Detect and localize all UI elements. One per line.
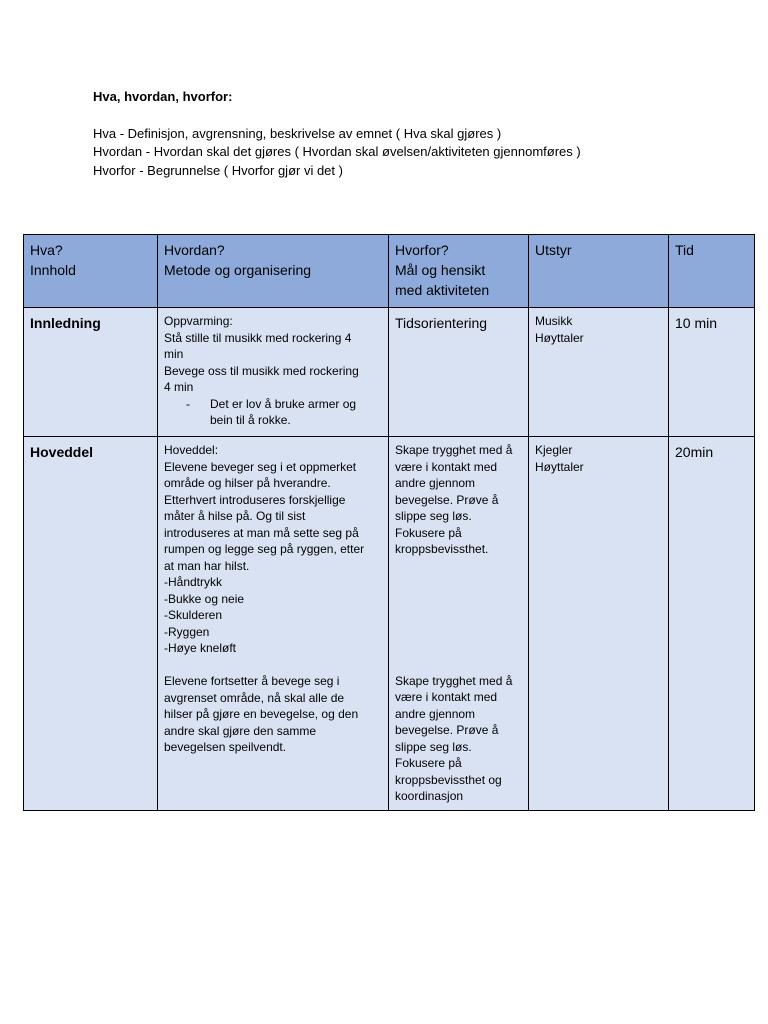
method-line: at man har hilst. <box>164 558 250 573</box>
header-tid-line: Tid <box>675 242 694 258</box>
header-hvordan <box>158 235 389 308</box>
purpose-line: bevegelse. Prøve å <box>395 723 499 737</box>
intro-line-hvorfor: Hvorfor - Begrunnelse ( Hvorfor gjør vi det ) <box>93 162 343 178</box>
purpose-line: andre gjennom <box>395 476 476 490</box>
header-tid <box>669 235 755 308</box>
purpose-line: Skape trygghet med å <box>395 673 513 688</box>
purpose-line: Skape trygghet med å <box>395 443 513 457</box>
purpose-line: være i kontakt med <box>395 459 498 474</box>
equipment-item: Kjegler <box>535 443 573 457</box>
lesson-plan-table <box>23 234 755 811</box>
bullet-dash: - <box>186 396 190 411</box>
header-hvordan-line: Metode og organisering <box>164 262 312 278</box>
header-hva-line: Innhold <box>30 262 76 278</box>
method-line: hilser på gjøre en bevegelse, og den <box>164 707 359 721</box>
equipment-item: Høyttaler <box>535 330 584 345</box>
purpose-line: slippe seg løs. <box>395 739 472 754</box>
bullet-line: Det er lov å bruke armer og <box>210 396 357 411</box>
table-row <box>24 308 755 437</box>
method-line: Stå stille til musikk med rockering 4 <box>164 330 352 345</box>
header-hva <box>24 235 158 308</box>
purpose-line: være i kontakt med <box>395 690 498 704</box>
method-line: min <box>164 347 184 361</box>
intro-line-hvordan: Hvordan - Hvordan skal det gjøres ( Hvordan skal øvelsen/aktiviteten gjennomføres ) <box>93 144 581 159</box>
purpose-cell <box>389 437 529 811</box>
row-title-innledning: Innledning <box>24 308 158 437</box>
method-line: -Bukke og neie <box>164 591 245 606</box>
method-line: rumpen og legge seg på ryggen, etter <box>164 542 365 556</box>
time-cell: 10 min <box>669 308 755 437</box>
method-line: andre skal gjøre den samme <box>164 723 317 738</box>
method-line: -Håndtrykk <box>164 575 223 589</box>
method-line: Elevene fortsetter å bevege seg i <box>164 674 340 688</box>
intro-heading: Hva, hvordan, hvorfor: <box>93 89 233 104</box>
header-utstyr-line: Utstyr <box>535 242 572 258</box>
paragraph-spacer <box>164 657 382 674</box>
method-line: måter å hilse på. Og til sist <box>164 509 306 523</box>
purpose-cell: Tidsorientering <box>389 308 529 437</box>
method-line: -Høye kneløft <box>164 641 237 655</box>
method-line: område og hilser på hverandre. <box>164 476 331 490</box>
method-line: Elevene beveger seg i et oppmerket <box>164 459 357 474</box>
equipment-cell <box>529 437 669 811</box>
bullet-line: bein til å rokke. <box>210 413 291 427</box>
intro-line-hva: Hva - Definisjon, avgrensning, beskrivelse av emnet ( Hva skal gjøres ) <box>93 125 502 141</box>
purpose-line: bevegelse. Prøve å <box>395 492 499 507</box>
header-utstyr <box>529 235 669 308</box>
table-row <box>24 437 755 811</box>
equipment-item: Musikk <box>535 314 573 328</box>
method-line: Bevege oss til musikk med rockering <box>164 363 359 378</box>
purpose-line: andre gjennom <box>395 706 476 721</box>
method-line: avgrenset område, nå skal alle de <box>164 690 345 705</box>
intro-section <box>93 88 581 180</box>
method-line: Hoveddel: <box>164 443 219 457</box>
header-hvorfor-line: med aktiviteten <box>395 282 490 298</box>
method-line: -Skulderen <box>164 608 223 622</box>
purpose-line: Fokusere på <box>395 756 462 770</box>
table-header-row <box>24 235 755 308</box>
method-bullet <box>164 396 382 429</box>
purpose-line: kroppsbevissthet og <box>395 772 502 787</box>
method-line: Oppvarming: <box>164 314 233 328</box>
method-line: Etterhvert introduseres forskjellige <box>164 492 346 507</box>
method-line: introduseres at man må sette seg på <box>164 525 359 540</box>
method-cell <box>158 437 389 811</box>
purpose-line: slippe seg løs. <box>395 509 472 523</box>
row-title-hoveddel: Hoveddel <box>24 437 158 811</box>
purpose-line: Fokusere på <box>395 525 462 540</box>
equipment-cell <box>529 308 669 437</box>
header-hvordan-line: Hvordan? <box>164 242 225 258</box>
header-hvorfor-line: Mål og hensikt <box>395 262 486 278</box>
method-cell <box>158 308 389 437</box>
header-hva-line: Hva? <box>30 242 63 258</box>
method-line: bevegelsen speilvendt. <box>164 740 287 754</box>
paragraph-spacer <box>395 558 522 673</box>
purpose-line: koordinasjon <box>395 789 464 803</box>
method-line: 4 min <box>164 380 194 394</box>
method-line: -Ryggen <box>164 624 210 639</box>
header-hvorfor-line: Hvorfor? <box>395 242 449 258</box>
equipment-item: Høyttaler <box>535 459 584 474</box>
purpose-line: kroppsbevissthet. <box>395 542 489 556</box>
time-cell: 20min <box>669 437 755 811</box>
header-hvorfor <box>389 235 529 308</box>
